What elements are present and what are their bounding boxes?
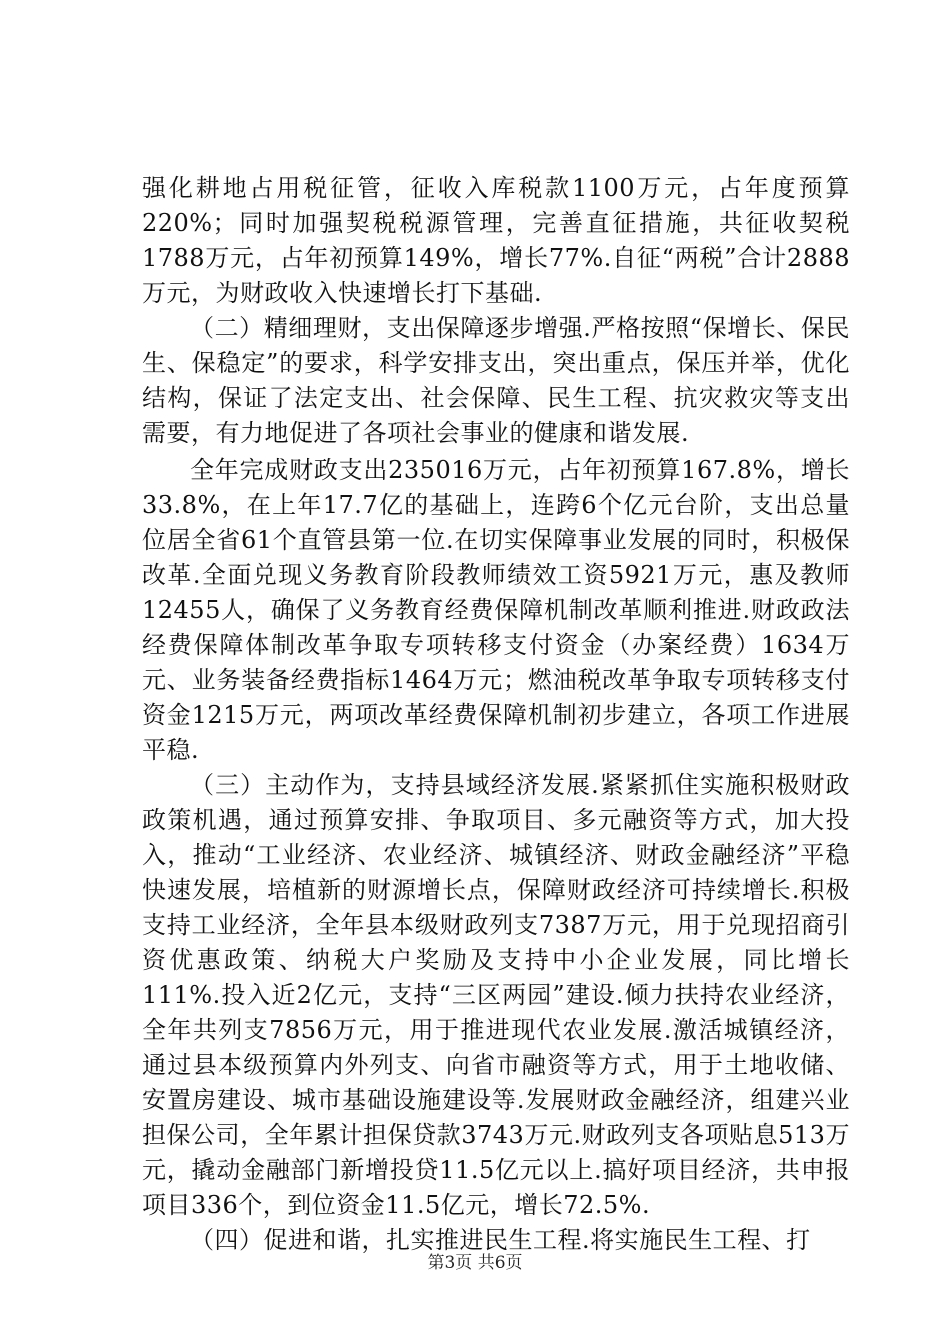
body-text-top: [142, 171, 850, 451]
paragraph-expenditure: 全年完成财政支出235016万元，占年初预算167.8%，增长33.8%，在上年17.7亿的基础上，连跨6个亿元台阶，支出总量位居全省61个直管县第一位.在切实保障事业发展的同时，积极保改革.全面兑现义务教育阶段教师绩效工资5921万元，惠及教师12455人，确保了义务教育经费保障机制改革顺利推进.财政政法经费保障体制改革争取专项转移支付资金（办案经费）1634万元、业务装备经费指标1464万元；燃油税改革争取专项转移支付资金1215万元，两项改革经费保障机制初步建立，各项工作进展平稳.: [142, 456, 850, 764]
paragraph-section-4: （四）促进和谐，扎实推进民生工程.将实施民生工程、打: [190, 1226, 811, 1254]
paragraph-tax-collection: 强化耕地占用税征管，征收入库税款1100万元，占年度预算220%；同时加强契税税源管理，完善直征措施，共征收契税1788万元，占年初预算149%，增长77%.自征“两税”合计2888万元，为财政收入快速增长打下基础.: [142, 174, 850, 307]
paragraph-section-2: （二）精细理财，支出保障逐步增强.严格按照“保增长、保民生、保稳定”的要求，科学安排支出，突出重点，保压并举，优化结构，保证了法定支出、社会保障、民生工程、抗灾救灾等支出需要，有力地促进了各项社会事业的健康和谐发展.: [142, 314, 850, 447]
body-text-main: [142, 453, 850, 1258]
paragraph-section-3: （三）主动作为，支持县域经济发展.紧紧抓住实施积极财政政策机遇，通过预算安排、争取项目、多元融资等方式，加大投入，推动“工业经济、农业经济、城镇经济、财政金融经济”平稳快速发展，培植新的财源增长点，保障财政经济可持续增长.积极支持工业经济，全年县本级财政列支7387万元，用于兑现招商引资优惠政策、纳税大户奖励及支持中小企业发展，同比增长111%.投入近2亿元，支持“三区两园”建设.倾力扶持农业经济，全年共列支7856万元，用于推进现代农业发展.激活城镇经济，通过县本级预算内外列支、向省市融资等方式，用于土地收储、安置房建设、城市基础设施建设等.发展财政金融经济，组建兴业担保公司，全年累计担保贷款3743万元.财政列支各项贴息513万元，撬动金融部门新增投贷11.5亿元以上.搞好项目经济，共申报项目336个，到位资金11.5亿元，增长72.5%.: [142, 771, 850, 1219]
page-footer: 第3页 共6页: [427, 1253, 523, 1273]
